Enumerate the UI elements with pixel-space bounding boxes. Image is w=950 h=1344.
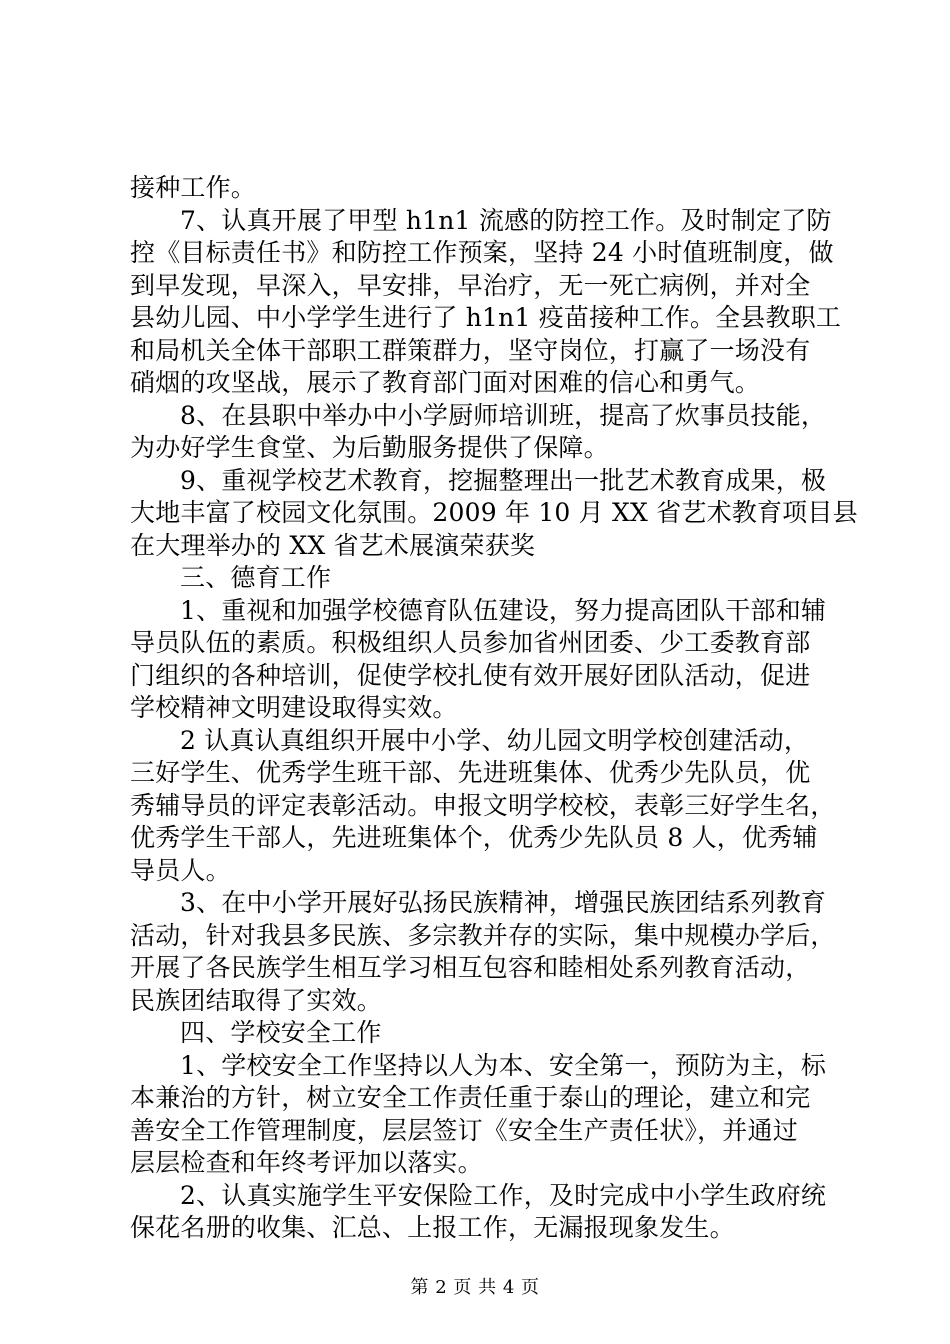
text-line: 2、认真实施学生平安保险工作，及时完成中小学生政府统 xyxy=(180,1180,827,1210)
text-line: 善安全工作管理制度，层层签订《安全生产责任状》，并通过 xyxy=(130,1115,798,1145)
text-line: 县幼儿园、中小学学生进行了 h1n1 疫苗接种工作。全县教职工 xyxy=(130,303,842,332)
text-line: 在大理举办的 XX 省艺术展演荣获奖 xyxy=(130,530,536,560)
text-line: 优秀学生干部人，先进班集体个，优秀少先队员 8 人，优秀辅 xyxy=(130,823,818,852)
text-line: 四、学校安全工作 xyxy=(180,1018,382,1047)
text-line: 保花名册的收集、汇总、上报工作，无漏报现象发生。 xyxy=(130,1213,735,1242)
text-line: 为办好学生食堂、为后勤服务提供了保障。 xyxy=(130,433,609,462)
text-line: 7、认真开展了甲型 h1n1 流感的防控工作。及时制定了防 xyxy=(180,205,832,235)
text-line: 硝烟的攻坚战，展示了教育部门面对困难的信心和勇气。 xyxy=(130,368,761,397)
text-line: 开展了各民族学生相互学习相互包容和睦相处系列教育活动， xyxy=(130,953,811,982)
text-line: 层层检查和年终考评加以落实。 xyxy=(130,1148,483,1177)
text-line: 8、在县职中举办中小学厨师培训班，提高了炊事员技能， xyxy=(180,400,827,430)
text-line: 控《目标责任书》和防控工作预案，坚持 24 小时值班制度，做 xyxy=(130,238,834,267)
text-line: 本兼治的方针，树立安全工作责任重于泰山的理论，建立和完 xyxy=(130,1083,811,1112)
text-line: 1、重视和加强学校德育队伍建设，努力提高团队干部和辅 xyxy=(180,595,827,625)
text-line: 1、学校安全工作坚持以人为本、安全第一，预防为主，标 xyxy=(180,1050,827,1080)
text-line: 2 认真认真组织开展中小学、幼儿园文明学校创建活动， xyxy=(180,725,810,755)
text-line: 到早发现，早深入，早安排，早治疗，无一死亡病例，并对全 xyxy=(130,270,811,300)
text-line: 三好学生、优秀学生班干部、先进班集体、优秀少先队员，优 xyxy=(130,758,811,787)
text-line: 秀辅导员的评定表彰活动。申报文明学校校，表彰三好学生名， xyxy=(130,790,836,820)
text-line: 3、在中小学开展好弘扬民族精神，增强民族团结系列教育 xyxy=(180,888,827,917)
text-line: 大地丰富了校园文化氛围。2009 年 10 月 XX 省艺术教育项目县 xyxy=(130,498,858,527)
text-line: 导员队伍的素质。积极组织人员参加省州团委、少工委教育部 xyxy=(130,628,811,657)
text-line: 和局机关全体干部职工群策群力，坚守岗位，打赢了一场没有 xyxy=(130,335,811,365)
text-line: 民族团结取得了实效。 xyxy=(130,985,383,1015)
text-line: 三、德育工作 xyxy=(180,563,332,592)
text-line: 门组织的各种培训，促使学校扎使有效开展好团队活动，促进 xyxy=(130,660,811,690)
page-footer: 第 2 页 共 4 页 xyxy=(410,1277,540,1298)
text-line: 活动，针对我县多民族、多宗教并存的实际，集中规模办学后， xyxy=(130,920,836,950)
text-line: 接种工作。 xyxy=(130,173,257,202)
text-line: 9、重视学校艺术教育，挖掘整理出一批艺术教育成果，极 xyxy=(180,465,827,495)
text-line: 学校精神文明建设取得实效。 xyxy=(130,693,458,722)
document-body xyxy=(130,172,858,1245)
text-line: 导员人。 xyxy=(130,855,231,885)
